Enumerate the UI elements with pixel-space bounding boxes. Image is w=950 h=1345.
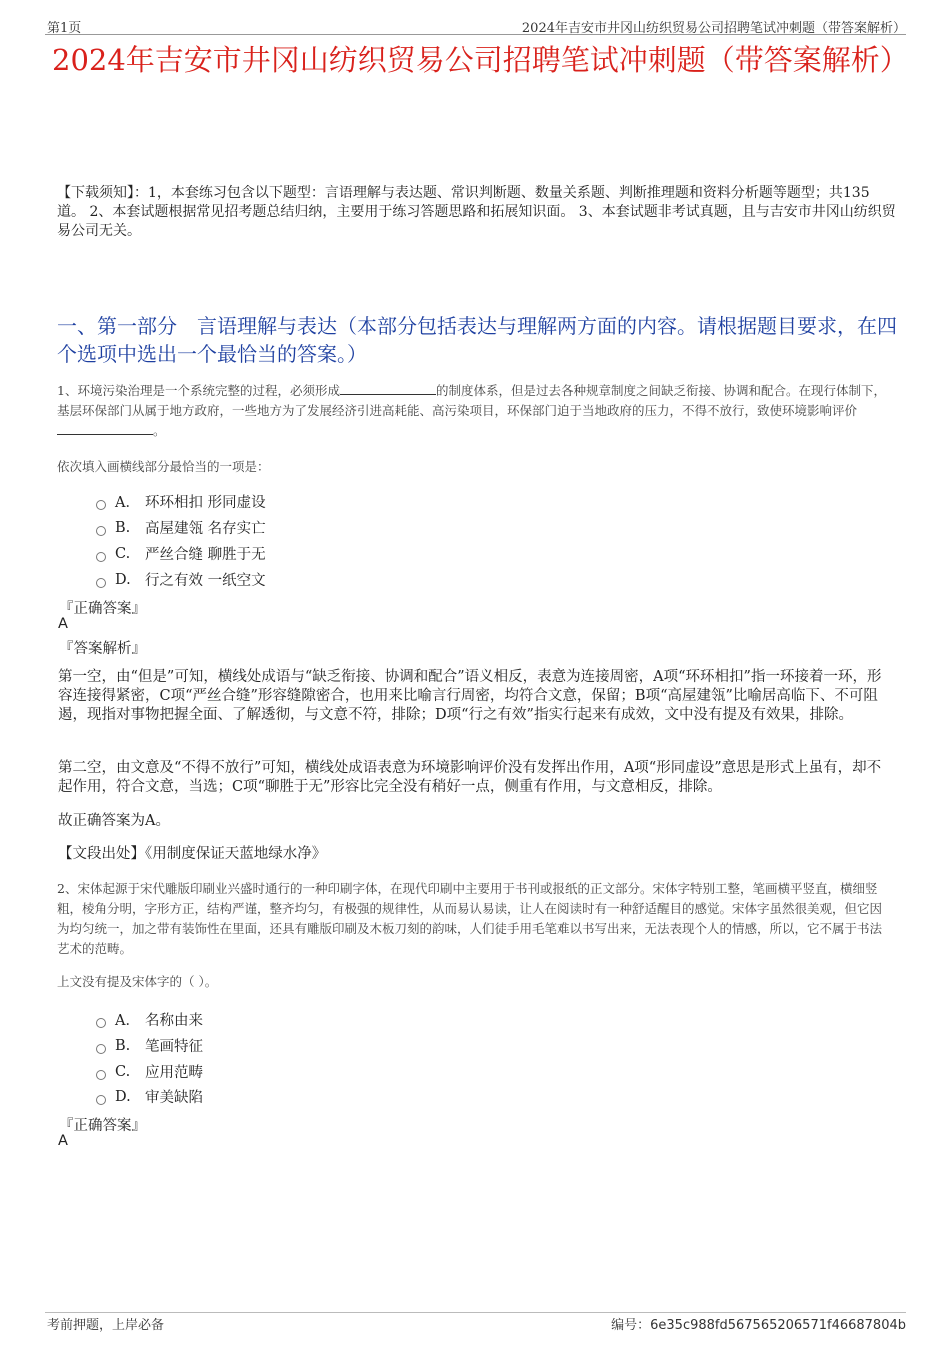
- q1-source: 【文段出处】《用制度保证天蓝地绿水净》: [58, 846, 327, 862]
- footer-slogan: 考前押题，上岸必备: [47, 1318, 165, 1333]
- radio-icon[interactable]: [96, 1018, 106, 1028]
- question-1-prompt: 依次填入画横线部分最恰当的一项是：: [57, 459, 270, 474]
- option-text: 行之有效 一纸空文: [145, 573, 266, 589]
- q1-option-a[interactable]: [96, 491, 266, 512]
- option-letter: D.: [115, 571, 131, 588]
- option-text: 环环相扣 形同虚设: [145, 495, 266, 511]
- blank-1: [340, 382, 436, 395]
- option-letter: B.: [115, 1037, 131, 1054]
- page-number: 第1页: [47, 21, 82, 36]
- q2-option-b[interactable]: [96, 1035, 203, 1056]
- download-notice: 【下载须知】：1，本套练习包含以下题型：言语理解与表达题、常识判断题、数量关系题、判断推理题和资料分析题等题型；共135道。 2、本套试题根据常见招考题总结归纳，主要用于练习答题思路和拓展知识面。 3、本套试题非考试真题，且与吉安市井冈山纺织贸易公司无关。: [57, 185, 896, 239]
- option-text: 应用范畴: [145, 1065, 203, 1081]
- footer-code: [611, 1314, 906, 1333]
- option-text: 笔画特征: [145, 1039, 203, 1055]
- question-1-text-c: 。: [153, 423, 166, 438]
- section-heading: 一、第一部分 言语理解与表达（本部分包括表达与理解两方面的内容。请根据题目要求，在四个选项中选出一个最恰当的答案。）: [57, 314, 897, 366]
- footer-divider: [45, 1312, 906, 1313]
- option-text: 审美缺陷: [145, 1090, 203, 1106]
- option-letter: C.: [115, 1063, 131, 1080]
- footer-code-value: 6e35c988fd567565206571f46687804b: [650, 1318, 906, 1333]
- blank-2: [57, 422, 153, 435]
- option-letter: B.: [115, 519, 131, 536]
- header-divider: [45, 34, 906, 35]
- question-1-text-a: 1、环境污染治理是一个系统完整的过程，必须形成: [57, 383, 340, 398]
- option-letter: C.: [115, 545, 131, 562]
- radio-icon[interactable]: [96, 1070, 106, 1080]
- footer-code-label: 编号：: [611, 1318, 651, 1333]
- question-2-stem: 2、宋体起源于宋代雕版印刷业兴盛时通行的一种印刷字体，在现代印刷中主要用于书刊或报纸的正文部分。宋体字特别工整，笔画横平竖直，横细竖粗，棱角分明，字形方正，结构严谨，整齐均匀，有极强的规律性，从而易认易读，让人在阅读时有一种舒适醒目的感觉。宋体字虽然很美观，但它因为均匀统一，加之带有装饰性在里面，还具有雕版印刷及木板刀刻的韵味，人们徒手用毛笔难以书写出来，无法表现个人的情感，所以，它不属于书法艺术的范畴。: [57, 881, 883, 956]
- radio-icon[interactable]: [96, 578, 106, 588]
- q2-option-a[interactable]: [96, 1009, 203, 1030]
- document-title: 2024年吉安市井冈山纺织贸易公司招聘笔试冲刺题（带答案解析）: [52, 43, 909, 77]
- radio-icon[interactable]: [96, 1095, 106, 1105]
- option-letter: D.: [115, 1088, 131, 1105]
- q1-option-d[interactable]: [96, 569, 266, 590]
- header-doc-title: 2024年吉安市井冈山纺织贸易公司招聘笔试冲刺题（带答案解析）: [521, 21, 906, 36]
- question-1-stem: [57, 381, 893, 441]
- question-2-prompt: 上文没有提及宋体字的（ ）。: [57, 974, 218, 989]
- radio-icon[interactable]: [96, 526, 106, 536]
- option-text: 名称由来: [145, 1013, 203, 1029]
- q2-option-c[interactable]: [96, 1061, 203, 1082]
- q1-answer-label: 『正确答案』: [59, 601, 146, 617]
- option-text: 高屋建瓴 名存实亡: [145, 521, 266, 537]
- option-letter: A．: [115, 495, 140, 511]
- q2-answer-label: 『正确答案』: [59, 1118, 146, 1134]
- q2-option-d[interactable]: [96, 1086, 203, 1107]
- q1-analysis-2: 第二空，由文意及“不得不放行”可知，横线处成语表意为环境影响评价没有发挥出作用，A项“形同虚设”意思是形式上虽有，却不起作用，符合文意，当选；C项“聊胜于无”形容比完全没有稍好一点，侧重有作用，与文意相反，排除。: [58, 760, 882, 795]
- question-1-text-b: 的制度体系，但是过去各种规章制度之间缺乏衔接、协调和配合。在现行体制下，基层环保部门从属于地方政府，一些地方为了发展经济引进高耗能、高污染项目，环保部门迫于当地政府的压力，不得不放行，致使环境影响评价: [57, 383, 886, 418]
- q1-option-b[interactable]: [96, 517, 266, 538]
- q1-analysis-label: 『答案解析』: [59, 641, 146, 657]
- q1-conclusion: 故正确答案为A。: [58, 813, 170, 829]
- option-letter: A．: [115, 1013, 140, 1029]
- radio-icon[interactable]: [96, 1044, 106, 1054]
- q1-option-c[interactable]: [96, 543, 266, 564]
- q1-analysis-1: 第一空，由“但是”可知，横线处成语与“缺乏衔接、协调和配合”语义相反，表意为连接周密，A项“环环相扣”指一环接着一环，形容连接得紧密，C项“严丝合缝”形容缝隙密合，也用来比喻言行周密，均符合文意，保留；B项“高屋建瓴”比喻居高临下、不可阻遏，现指对事物把握全面、了解透彻，与文意不符，排除；D项“行之有效”指实行起来有成效，文中没有提及有效果，排除。: [58, 669, 882, 723]
- option-text: 严丝合缝 聊胜于无: [145, 547, 266, 563]
- radio-icon[interactable]: [96, 500, 106, 510]
- q2-answer: A: [58, 1133, 68, 1149]
- q1-answer: A: [58, 616, 68, 632]
- radio-icon[interactable]: [96, 552, 106, 562]
